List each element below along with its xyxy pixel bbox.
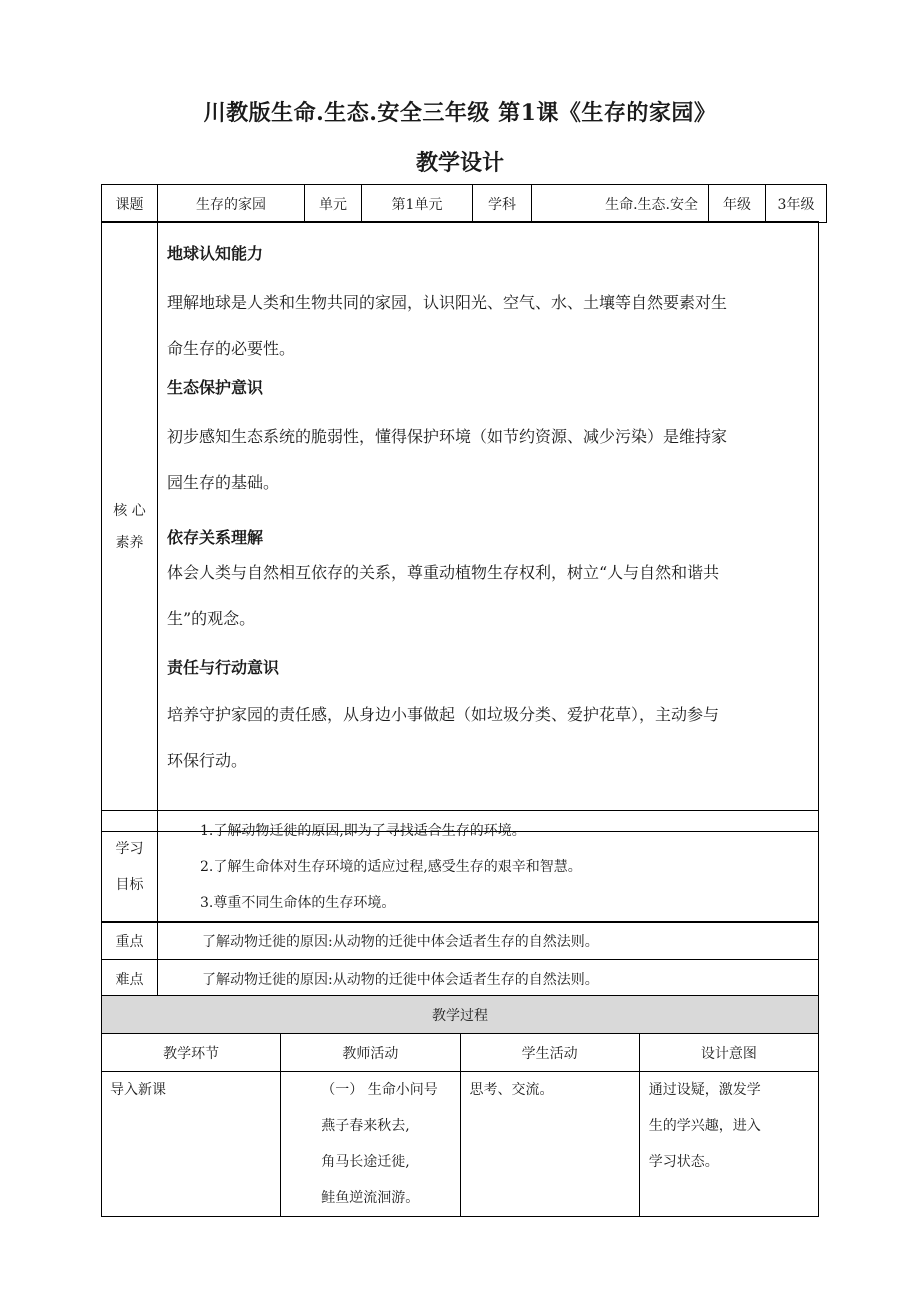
difficult-point-label: 难点 [102, 960, 158, 998]
header-intent: 设计意图 [639, 1034, 818, 1072]
section-text: 培养守护家园的责任感，从身边小事做起（如垃圾分类、爱护花草），主动参与 [167, 705, 720, 724]
student-cell [460, 1072, 639, 1217]
intent-cell [639, 1072, 818, 1217]
teacher-line: （一） 生命小问号 [321, 1082, 438, 1098]
section-text: 命生存的必要性。 [167, 339, 296, 358]
document-title: 川教版生命.生态.安全三年级 第1课《生存的家园》 [203, 100, 717, 126]
topic-label: 课题 [102, 185, 158, 223]
header-stage: 教学环节 [102, 1034, 281, 1072]
intent-line: 学习状态。 [648, 1154, 719, 1170]
subject-value: 生命.生态.安全 [532, 185, 709, 223]
stage-text: 导入新课 [110, 1082, 166, 1098]
goal-item: 3.尊重不同生命体的生存环境。 [200, 894, 396, 911]
section-text: 体会人类与自然相互依存的关系，尊重动植物生存权利，树立“人与自然和谐共 [167, 563, 720, 582]
core-label-line1: 核 心 [113, 502, 146, 519]
core-label [102, 222, 158, 832]
goals-content [158, 811, 819, 923]
key-difficult-table [101, 921, 819, 998]
document-subtitle: 教学设计 [415, 150, 504, 176]
teacher-line: 角马长途迁徙, [321, 1154, 410, 1170]
key-point-text: 了解动物迁徙的原因:从动物的迁徙中体会适者生存的自然法则。 [158, 922, 819, 960]
learning-goals-table [101, 810, 819, 923]
teacher-line: 燕子春来秋去, [321, 1118, 410, 1134]
table-row [102, 1072, 819, 1217]
section-text: 理解地球是人类和生物共同的家园，认识阳光、空气、水、土壤等自然要素对生 [167, 293, 728, 312]
difficult-point-text: 了解动物迁徙的原因:从动物的迁徙中体会适者生存的自然法则。 [158, 960, 819, 998]
info-table [101, 184, 827, 223]
section-text: 园生存的基础。 [167, 473, 280, 492]
grade-label: 年级 [709, 185, 766, 223]
goals-label-line2: 目标 [115, 876, 144, 893]
teaching-process-table [101, 995, 819, 1217]
core-label-line2: 素养 [115, 534, 144, 551]
grade-value: 3年级 [766, 185, 827, 223]
topic-value: 生存的家园 [158, 185, 305, 223]
goals-label-line1: 学习 [115, 840, 144, 857]
section-heading: 生态保护意识 [167, 378, 264, 397]
intent-line: 生的学兴趣，进入 [648, 1118, 761, 1134]
goals-label [102, 811, 158, 923]
key-point-label: 重点 [102, 922, 158, 960]
section-text: 环保行动。 [167, 751, 248, 770]
goal-item: 1.了解动物迁徙的原因,即为了寻找适合生存的环境。 [200, 822, 526, 839]
header-teacher: 教师活动 [281, 1034, 460, 1072]
stage-cell [102, 1072, 281, 1217]
process-title: 教学过程 [102, 996, 819, 1034]
intent-line: 通过设疑，激发学 [648, 1082, 761, 1098]
teacher-line: 鲑鱼逆流洄游。 [321, 1190, 420, 1206]
section-heading: 地球认知能力 [167, 244, 264, 263]
core-competency-table [101, 221, 819, 832]
teacher-cell [281, 1072, 460, 1217]
section-text: 初步感知生态系统的脆弱性，懂得保护环境（如节约资源、减少污染）是维持家 [167, 427, 728, 446]
unit-value: 第1单元 [362, 185, 473, 223]
goal-item: 2.了解生命体对生存环境的适应过程,感受生存的艰辛和智慧。 [200, 858, 582, 875]
header-student: 学生活动 [460, 1034, 639, 1072]
section-heading: 依存关系理解 [167, 528, 264, 547]
student-text: 思考、交流。 [469, 1082, 554, 1098]
section-text: 生”的观念。 [167, 609, 256, 628]
unit-label: 单元 [305, 185, 362, 223]
core-content [158, 222, 819, 832]
section-heading: 责任与行动意识 [167, 658, 280, 677]
subject-label: 学科 [473, 185, 532, 223]
